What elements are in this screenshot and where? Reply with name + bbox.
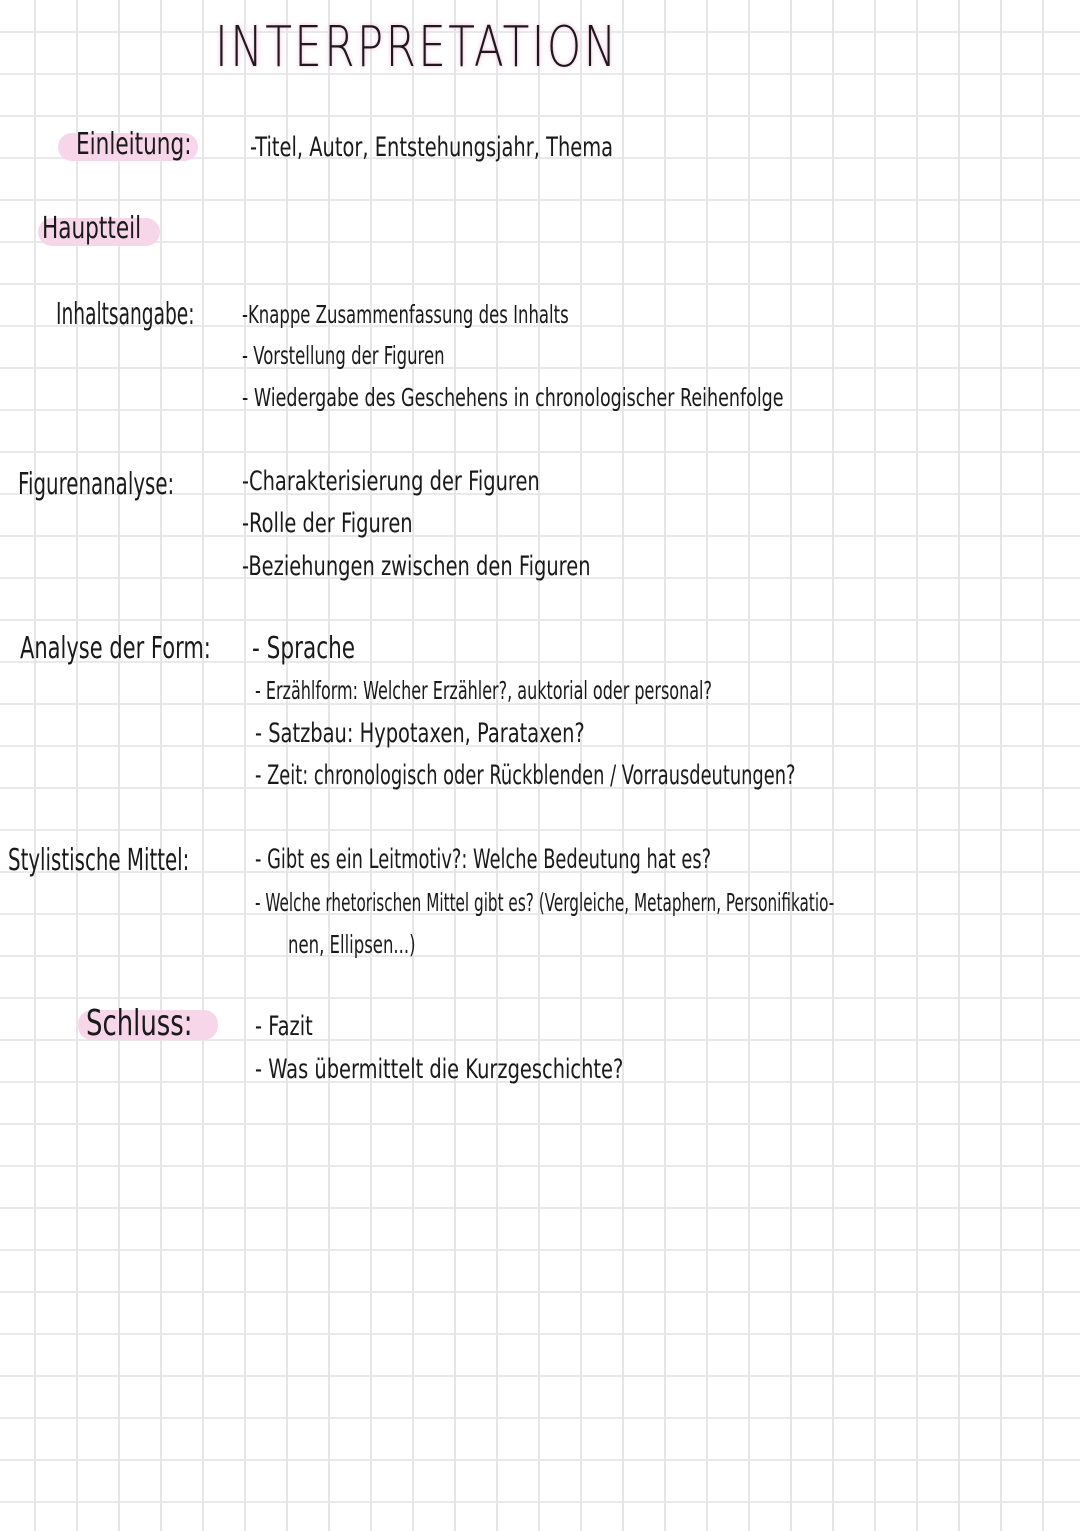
stil-item: nen, Ellipsen...)	[288, 930, 416, 959]
label-inhaltsangabe: Inhaltsangabe:	[56, 297, 195, 332]
form-item: - Erzählform: Welcher Erzähler?, auktorial oder personal?	[255, 676, 712, 705]
einleitung-item: -Titel, Autor, Entstehungsjahr, Thema	[250, 132, 614, 163]
page-title: INTERPRETATION	[215, 15, 619, 80]
form-item: - Satzbau: Hypotaxen, Parataxen?	[255, 718, 585, 749]
inhaltsangabe-item: - Vorstellung der Figuren	[242, 341, 445, 370]
figurenanalyse-item: -Rolle der Figuren	[242, 508, 413, 539]
label-figurenanalyse: Figurenanalyse:	[18, 467, 175, 502]
inhaltsangabe-item: - Wiedergabe des Geschehens in chronologischer Reihenfolge	[242, 383, 784, 412]
label-einleitung: Einleitung:	[76, 127, 192, 162]
inhaltsangabe-item: -Knappe Zusammenfassung des Inhalts	[242, 300, 569, 329]
label-hauptteil: Hauptteil	[42, 211, 142, 246]
label-schluss: Schluss:	[86, 1003, 193, 1044]
schluss-item: - Fazit	[255, 1011, 313, 1042]
figurenanalyse-item: -Charakterisierung der Figuren	[242, 466, 540, 497]
label-stylistische-mittel: Stylistische Mittel:	[8, 843, 190, 878]
form-item: - Sprache	[252, 631, 356, 666]
stil-item: - Welche rhetorischen Mittel gibt es? (Vergleiche, Metaphern, Personifikatio-	[255, 888, 835, 917]
stil-item: - Gibt es ein Leitmotiv?: Welche Bedeutung hat es?	[255, 844, 712, 875]
form-item: - Zeit: chronologisch oder Rückblenden / Vorrausdeutungen?	[255, 760, 796, 791]
schluss-item: - Was übermittelt die Kurzgeschichte?	[255, 1054, 624, 1085]
figurenanalyse-item: -Beziehungen zwischen den Figuren	[242, 551, 591, 582]
label-analyse-der-form: Analyse der Form:	[20, 631, 211, 666]
